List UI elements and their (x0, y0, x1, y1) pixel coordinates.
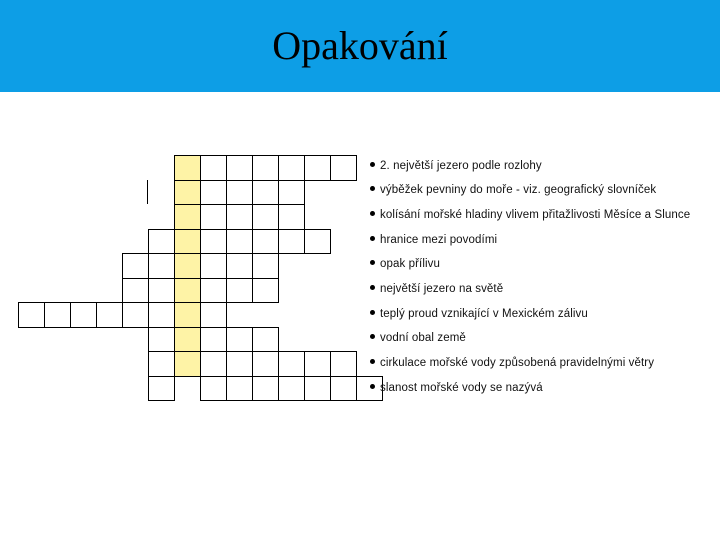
clue-7: teplý proud vznikající v Mexickém zálivu (370, 308, 588, 320)
clue-3: kolísání mořské hladiny vlivem přitažlivosti Měsíce a Slunce (370, 209, 690, 221)
crossword-cell[interactable] (278, 376, 305, 402)
crossword-cell[interactable] (200, 155, 227, 181)
bullet-icon (370, 162, 375, 167)
crossword-cell[interactable] (252, 253, 279, 279)
bullet-icon (370, 186, 375, 191)
crossword-cell[interactable] (122, 253, 149, 279)
crossword-cell[interactable] (252, 376, 279, 402)
crossword-cell[interactable] (252, 204, 279, 230)
grid-stub-line (147, 180, 148, 205)
crossword-cell[interactable] (226, 253, 253, 279)
crossword-cell[interactable] (226, 351, 253, 377)
solution-cell[interactable] (174, 180, 201, 206)
crossword-cell[interactable] (200, 327, 227, 353)
crossword-cell[interactable] (148, 327, 175, 353)
solution-cell[interactable] (174, 155, 201, 181)
crossword-cell[interactable] (18, 302, 45, 328)
crossword-cell[interactable] (122, 278, 149, 304)
solution-cell[interactable] (174, 327, 201, 353)
bullet-icon (370, 285, 375, 290)
crossword-cell[interactable] (252, 229, 279, 255)
crossword-cell[interactable] (278, 204, 305, 230)
crossword-cell[interactable] (226, 155, 253, 181)
crossword-cell[interactable] (226, 204, 253, 230)
crossword-cell[interactable] (278, 155, 305, 181)
crossword-cell[interactable] (252, 327, 279, 353)
crossword-cell[interactable] (330, 155, 357, 181)
solution-cell[interactable] (174, 204, 201, 230)
solution-cell[interactable] (174, 229, 201, 255)
crossword-cell[interactable] (148, 376, 175, 402)
bullet-icon (370, 334, 375, 339)
crossword-cell[interactable] (226, 180, 253, 206)
crossword-cell[interactable] (148, 229, 175, 255)
crossword-cell[interactable] (304, 351, 331, 377)
crossword-cell[interactable] (200, 253, 227, 279)
crossword-cell[interactable] (226, 376, 253, 402)
crossword-cell[interactable] (278, 229, 305, 255)
clue-10: slanost mořské vody se nazývá (370, 382, 543, 394)
bullet-icon (370, 236, 375, 241)
crossword-cell[interactable] (200, 351, 227, 377)
crossword-cell[interactable] (148, 253, 175, 279)
crossword-cell[interactable] (252, 155, 279, 181)
crossword-cell[interactable] (226, 278, 253, 304)
crossword-cell[interactable] (200, 278, 227, 304)
crossword-cell[interactable] (200, 376, 227, 402)
bullet-icon (370, 359, 375, 364)
crossword-cell[interactable] (304, 155, 331, 181)
clue-2: výběžek pevniny do moře - viz. geografický slovníček (370, 184, 656, 196)
crossword-cell[interactable] (200, 204, 227, 230)
crossword-cell[interactable] (200, 229, 227, 255)
slide-title: Opakování (272, 23, 448, 68)
solution-cell[interactable] (174, 253, 201, 279)
crossword-cell[interactable] (226, 229, 253, 255)
clue-1: 2. největší jezero podle rozlohy (370, 160, 542, 172)
crossword-cell[interactable] (252, 278, 279, 304)
crossword-cell[interactable] (278, 351, 305, 377)
bullet-icon (370, 384, 375, 389)
crossword-cell[interactable] (330, 351, 357, 377)
solution-cell[interactable] (174, 278, 201, 304)
clue-9: cirkulace mořské vody způsobená pravidelnými větry (370, 357, 654, 369)
crossword-cell[interactable] (200, 302, 227, 328)
crossword-cell[interactable] (304, 376, 331, 402)
clue-8: vodní obal země (370, 332, 466, 344)
crossword-cell[interactable] (148, 302, 175, 328)
crossword-cell[interactable] (96, 302, 123, 328)
bullet-icon (370, 260, 375, 265)
solution-cell[interactable] (174, 351, 201, 377)
crossword-cell[interactable] (44, 302, 71, 328)
clue-4: hranice mezi povodími (370, 234, 497, 246)
clue-5: opak přílivu (370, 258, 440, 270)
crossword-cell[interactable] (148, 278, 175, 304)
crossword-cell[interactable] (226, 327, 253, 353)
solution-cell[interactable] (174, 302, 201, 328)
crossword-cell[interactable] (200, 180, 227, 206)
clue-6: největší jezero na světě (370, 283, 503, 295)
bullet-icon (370, 310, 375, 315)
crossword-cell[interactable] (148, 351, 175, 377)
crossword-cell[interactable] (304, 229, 331, 255)
crossword-cell[interactable] (278, 180, 305, 206)
bullet-icon (370, 211, 375, 216)
crossword-cell[interactable] (122, 302, 149, 328)
crossword-cell[interactable] (330, 376, 357, 402)
crossword-cell[interactable] (70, 302, 97, 328)
crossword-cell[interactable] (252, 351, 279, 377)
crossword-cell[interactable] (252, 180, 279, 206)
